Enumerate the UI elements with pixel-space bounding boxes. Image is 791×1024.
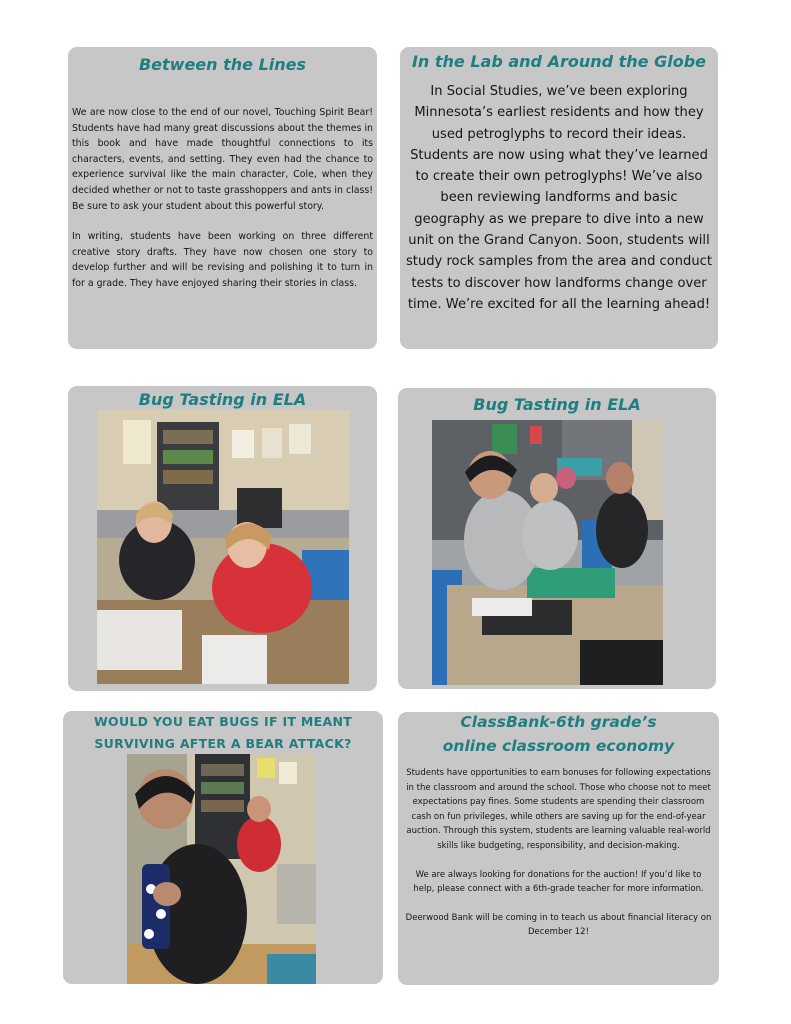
classroom-photo-boy-drinking [127, 754, 316, 984]
card-bug-tasting-1 [68, 386, 377, 691]
card-title: WOULD YOU EAT BUGS IF IT MEANT SURVIVING AFTER A BEAR ATTACK? [93, 714, 353, 751]
card-lab-and-globe [400, 47, 718, 349]
paragraph: In writing, students have been working on three different creative story drafts. They have now chosen one story to develop further and will be revising and polishing it to turn in for a grade. They have enjoyed sharing their stories in class. [72, 231, 373, 289]
paragraph: We are now close to the end of our novel, Touching Spirit Bear! Students have had many great discussions about the themes in this book and have made thoughtful connections to its characters, events, and setting. They even had the chance to experience survival like the main character, Cole, when they decided whether or not to taste grasshoppers and ants in class! Be sure to ask your student about this powerful story. [72, 107, 373, 212]
card-title: Bug Tasting in ELA [473, 395, 641, 414]
card-bug-tasting-2 [398, 388, 716, 689]
paragraph: Deerwood Bank will be coming in to teach us about financial literacy on December 12! [405, 912, 712, 938]
paragraph: In Social Studies, we’ve been exploring Minnesota’s earliest residents and how they used petroglyphs to record their ideas. Students are now using what they’ve learned to create their own petroglyphs! We’ve also been reviewing landforms and basic geography as we prepare to dive into a new unit on the Grand Canyon. Soon, students will study rock samples from the area and conduct tests to discover how landforms change over time. We’re excited for all the learning ahead! [405, 84, 712, 312]
card-title: Between the Lines [138, 55, 307, 74]
paragraph: We are always looking for donations for the auction! If you’d like to help, please connect with a 6th-grade teacher for more information. [413, 869, 704, 895]
card-between-the-lines [68, 47, 377, 349]
card-body [404, 81, 714, 315]
card-title: Bug Tasting in ELA [138, 390, 307, 409]
card-body [404, 766, 713, 940]
classroom-photo-two-girls [97, 410, 349, 684]
paragraph: Students have opportunities to earn bonuses for following expectations in the classroom and around the school. Those who choose not to meet expectations pay fines. Some students are spending their classroom cash on fun privileges, while others are saving up for the end-of-year auction. Through this system, students are learning valuable real-world skills like budgeting, responsibility, and decision-making. [406, 768, 711, 851]
card-title: ClassBank-6th grade’s online classroom economy [442, 713, 675, 755]
card-classbank [398, 712, 719, 985]
card-title: In the Lab and Around the Globe [411, 52, 707, 71]
card-body [72, 105, 373, 292]
classroom-photo-students-at-table [432, 420, 663, 685]
card-would-you-eat-bugs [63, 711, 383, 984]
